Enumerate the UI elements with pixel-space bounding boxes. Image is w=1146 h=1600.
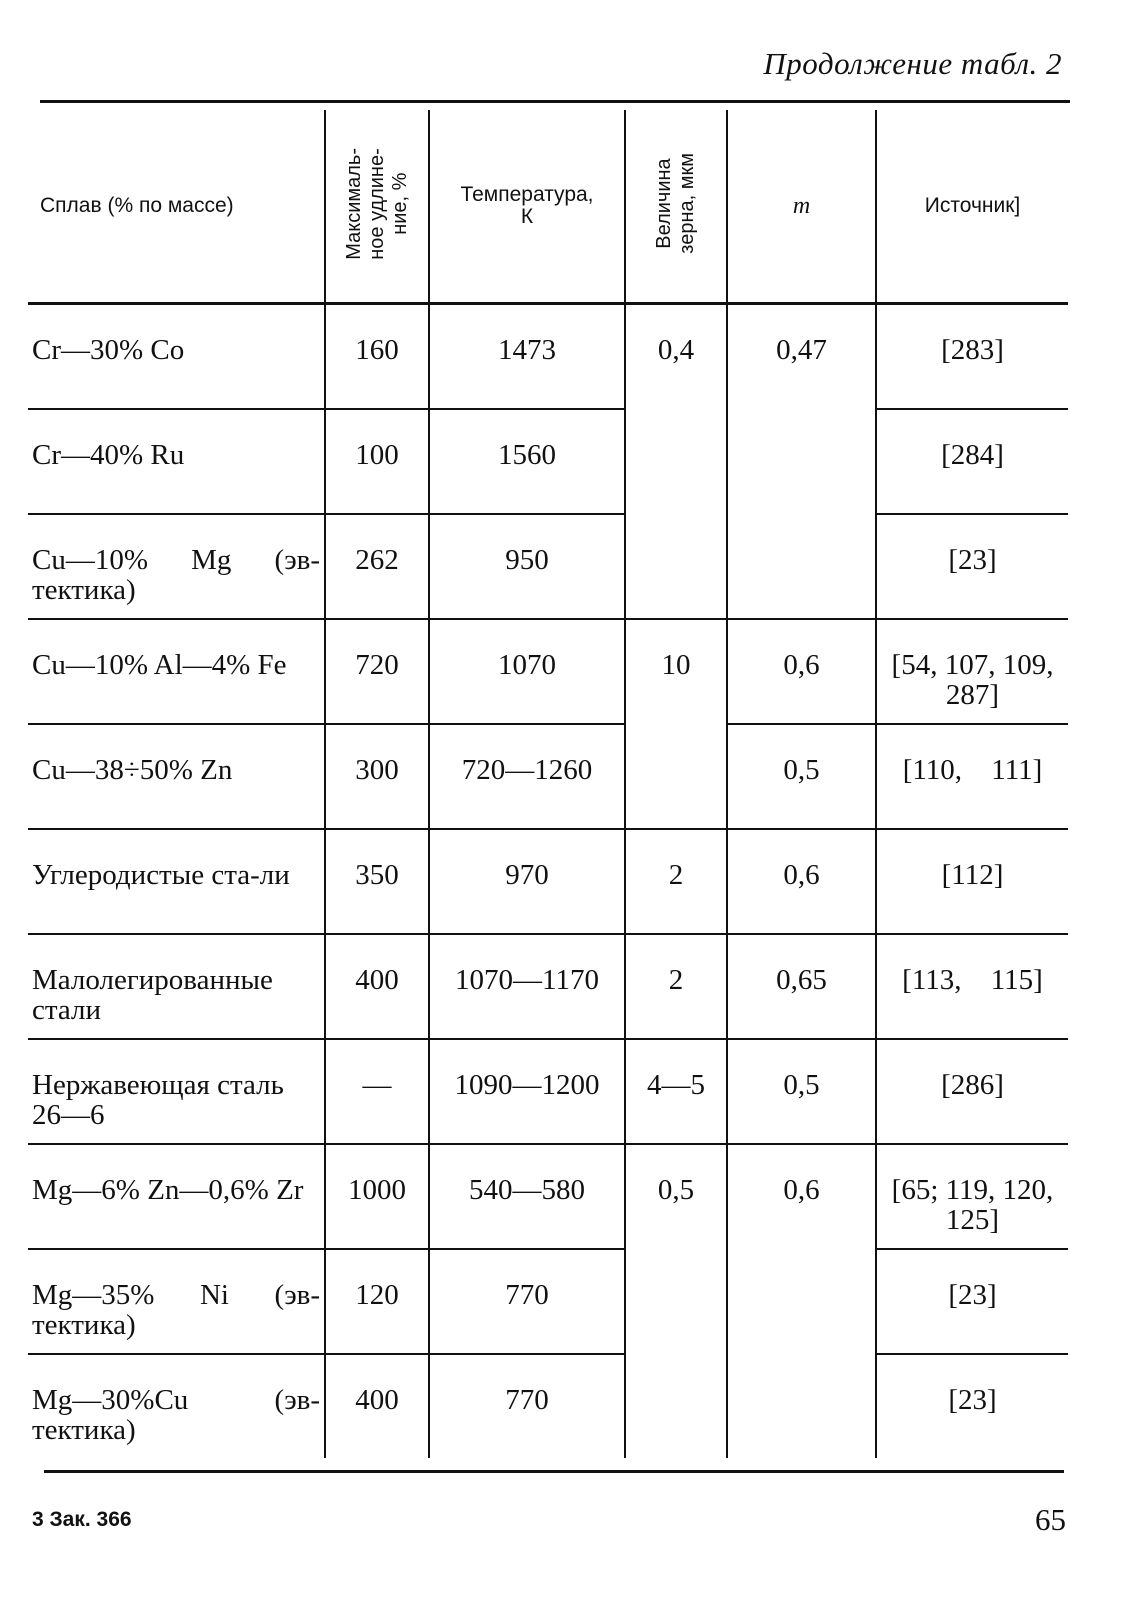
- cell-source: [112]: [876, 829, 1068, 934]
- table-top-rule: [40, 100, 1070, 103]
- table-row: [28, 514, 1068, 619]
- cell-grain-size: 4—5: [625, 1039, 727, 1144]
- cell-temperature: 970: [429, 829, 625, 934]
- cell-source: [113, 115]: [876, 934, 1068, 1039]
- cell-elongation: 350: [325, 829, 429, 934]
- cell-elongation: 720: [325, 619, 429, 724]
- cell-m: 0,5: [727, 724, 876, 829]
- table-row: [28, 1249, 1068, 1354]
- header-source: Источник]: [876, 110, 1068, 304]
- table-caption: Продолжение табл. 2: [763, 46, 1062, 81]
- alloy-table: [28, 110, 1068, 1458]
- cell-alloy: Mg—30%Cu (эв-тектика): [28, 1354, 325, 1458]
- cell-source: [110, 111]: [876, 724, 1068, 829]
- header-m: m: [727, 110, 876, 304]
- print-order-note: 3 Зак. 366: [32, 1508, 132, 1531]
- table-row: [28, 619, 1068, 724]
- table-row: [28, 829, 1068, 934]
- cell-temperature: 1070: [429, 619, 625, 724]
- cell-elongation: 100: [325, 409, 429, 514]
- cell-elongation: 300: [325, 724, 429, 829]
- cell-alloy: Mg—6% Zn—0,6% Zr: [28, 1144, 325, 1249]
- table-row: [28, 724, 1068, 829]
- cell-elongation: —: [325, 1039, 429, 1144]
- cell-alloy: Cu—10% Mg (эв-тектика): [28, 514, 325, 619]
- table-header-row: [28, 110, 1068, 304]
- cell-m: 0,65: [727, 934, 876, 1039]
- cell-alloy: Малолегированные стали: [28, 934, 325, 1039]
- cell-grain-size: 2: [625, 934, 727, 1039]
- table-bottom-rule: [44, 1470, 1064, 1473]
- cell-source: [54, 107, 109, 287]: [876, 619, 1068, 724]
- cell-temperature: 770: [429, 1249, 625, 1354]
- cell-source: [284]: [876, 409, 1068, 514]
- cell-source: [283]: [876, 304, 1068, 410]
- cell-source: [23]: [876, 1249, 1068, 1354]
- cell-source: [23]: [876, 1354, 1068, 1458]
- cell-m: 0,6: [727, 829, 876, 934]
- cell-alloy: Cu—10% Al—4% Fe: [28, 619, 325, 724]
- header-elongation: Максималь- ное удлине- ние, %: [325, 110, 429, 304]
- cell-alloy: Cr—40% Ru: [28, 409, 325, 514]
- cell-elongation: 120: [325, 1249, 429, 1354]
- cell-alloy: Cr—30% Co: [28, 304, 325, 410]
- cell-temperature: 1090—1200: [429, 1039, 625, 1144]
- header-alloy: Сплав (% по массе): [28, 110, 325, 304]
- cell-m: 0,6: [727, 619, 876, 724]
- cell-temperature: 720—1260: [429, 724, 625, 829]
- cell-source: [65; 119, 120, 125]: [876, 1144, 1068, 1249]
- table-row: [28, 409, 1068, 514]
- header-grain-size: Величина зерна, мкм: [625, 110, 727, 304]
- table-row: [28, 304, 1068, 410]
- cell-m: 0,6: [727, 1144, 876, 1458]
- cell-alloy: Углеродистые ста-ли: [28, 829, 325, 934]
- cell-m: 0,47: [727, 304, 876, 620]
- cell-temperature: 1560: [429, 409, 625, 514]
- cell-alloy: Cu—38÷50% Zn: [28, 724, 325, 829]
- header-temperature: Температура, К: [429, 110, 625, 304]
- cell-alloy: Mg—35% Ni (эв-тектика): [28, 1249, 325, 1354]
- cell-elongation: 1000: [325, 1144, 429, 1249]
- cell-temperature: 540—580: [429, 1144, 625, 1249]
- cell-grain-size: 0,5: [625, 1144, 727, 1458]
- cell-grain-size: 0,4: [625, 304, 727, 620]
- cell-temperature: 950: [429, 514, 625, 619]
- cell-elongation: 400: [325, 1354, 429, 1458]
- cell-temperature: 1070—1170: [429, 934, 625, 1039]
- cell-elongation: 262: [325, 514, 429, 619]
- table-row: [28, 1144, 1068, 1249]
- cell-source: [23]: [876, 514, 1068, 619]
- cell-grain-size: 2: [625, 829, 727, 934]
- cell-temperature: 770: [429, 1354, 625, 1458]
- cell-elongation: 160: [325, 304, 429, 410]
- page-number: 65: [1035, 1502, 1066, 1537]
- cell-temperature: 1473: [429, 304, 625, 410]
- cell-alloy: Нержавеющая сталь 26—6: [28, 1039, 325, 1144]
- table-row: [28, 1354, 1068, 1458]
- cell-source: [286]: [876, 1039, 1068, 1144]
- cell-grain-size: 10: [625, 619, 727, 829]
- cell-m: 0,5: [727, 1039, 876, 1144]
- table-row: [28, 1039, 1068, 1144]
- table-row: [28, 934, 1068, 1039]
- cell-elongation: 400: [325, 934, 429, 1039]
